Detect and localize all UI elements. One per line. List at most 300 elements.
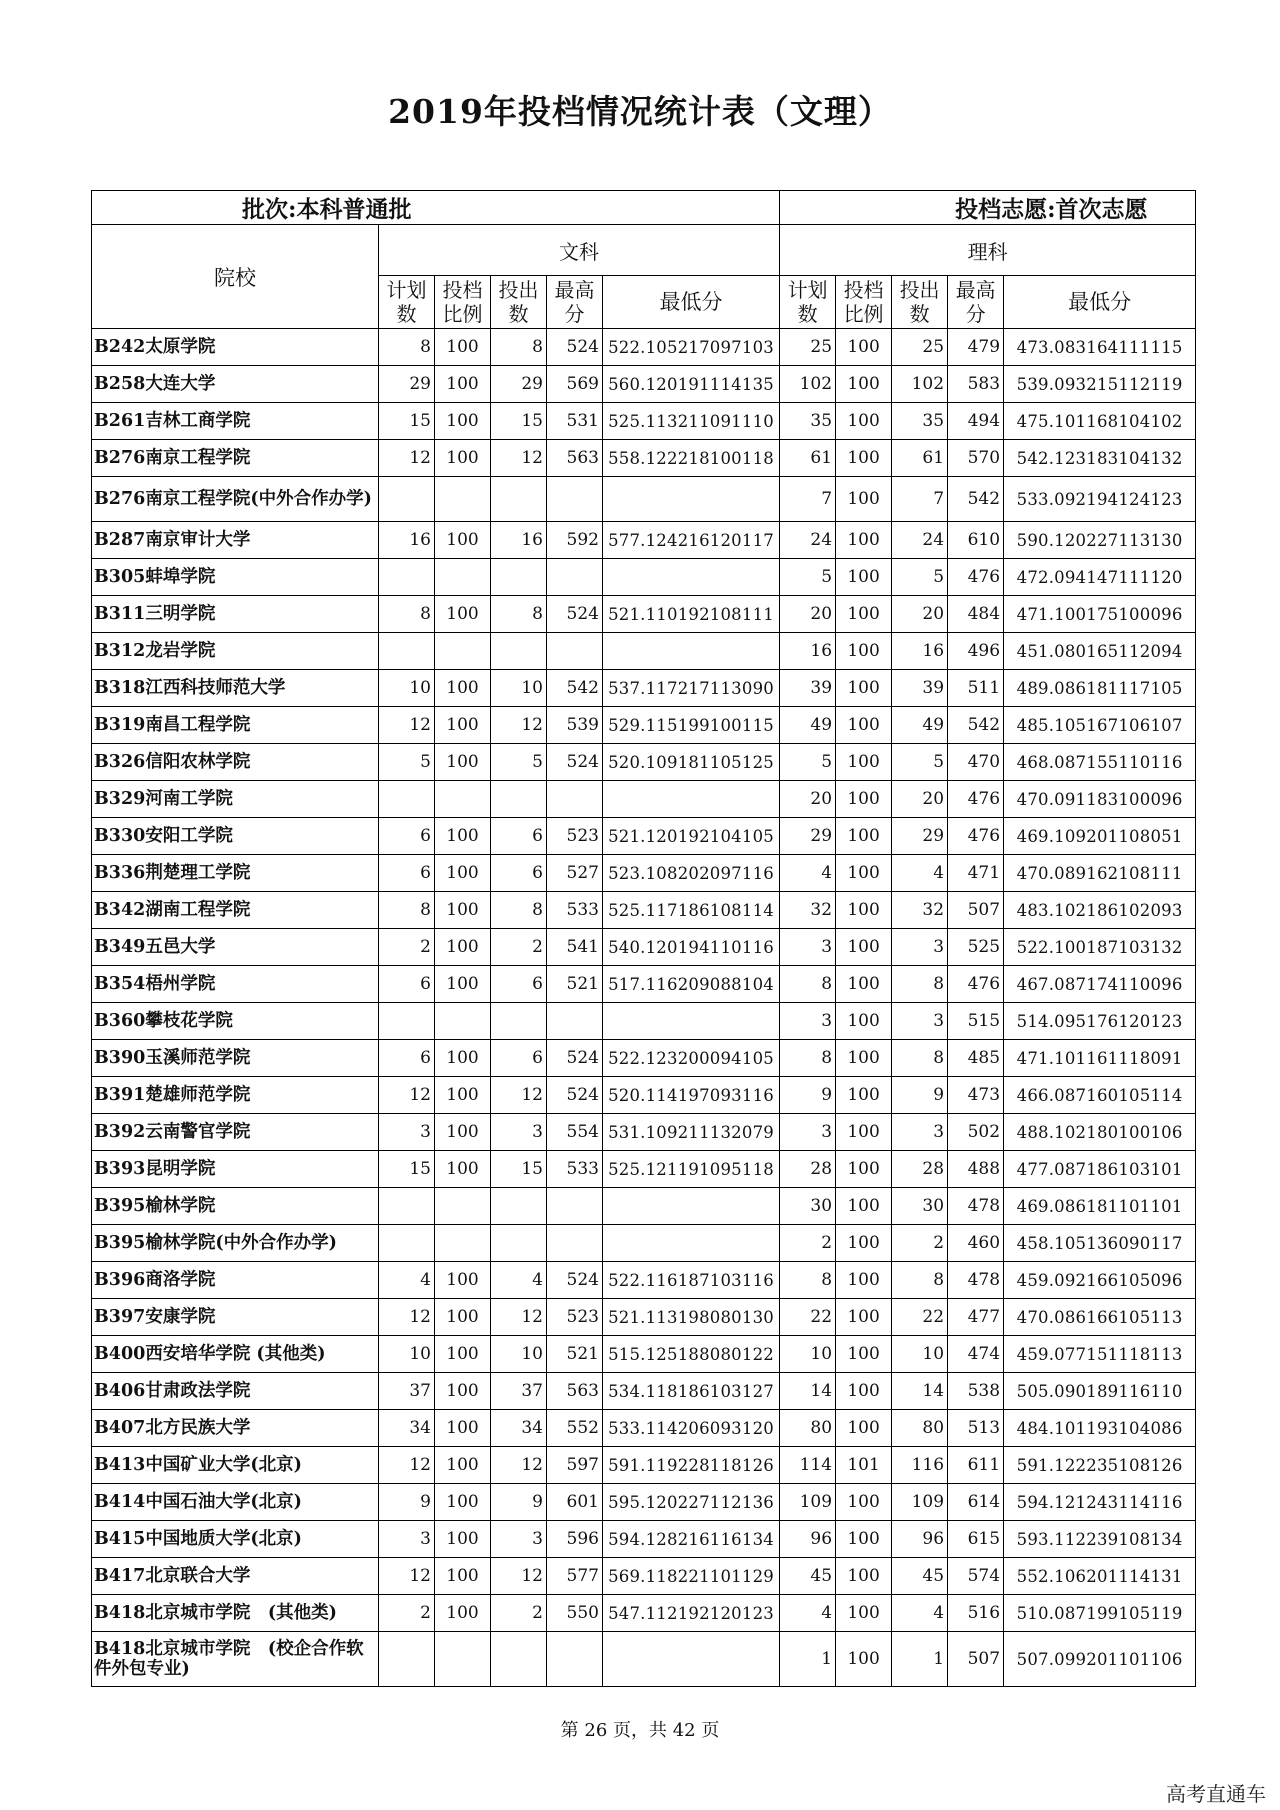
like-ratio: 100 — [836, 1410, 892, 1447]
like-min: 507.099201101106 — [1004, 1632, 1196, 1687]
like-ratio: 100 — [836, 329, 892, 366]
wenke-min: 560.120191114135 — [603, 366, 780, 403]
wenke-plan — [379, 1003, 435, 1040]
like-ratio: 100 — [836, 1077, 892, 1114]
wenke-plan: 12 — [379, 1447, 435, 1484]
like-plan: 28 — [780, 1151, 836, 1188]
like-ratio: 100 — [836, 1632, 892, 1687]
table-row — [92, 1447, 1196, 1484]
wenke-plan: 2 — [379, 1595, 435, 1632]
wenke-max: 524 — [547, 596, 603, 633]
wenke-out: 6 — [491, 818, 547, 855]
wenke-out: 37 — [491, 1373, 547, 1410]
wenke-out: 12 — [491, 440, 547, 477]
like-plan: 3 — [780, 1114, 836, 1151]
like-min: 485.105167106107 — [1004, 707, 1196, 744]
like-min: 552.106201114131 — [1004, 1558, 1196, 1595]
wenke-ratio: 100 — [435, 522, 491, 559]
wenke-out — [491, 1632, 547, 1687]
like-plan: 30 — [780, 1188, 836, 1225]
like-ratio: 100 — [836, 403, 892, 440]
wenke-max: 527 — [547, 855, 603, 892]
wenke-out — [491, 1188, 547, 1225]
like-ratio: 100 — [836, 966, 892, 1003]
school-name: B330安阳工学院 — [92, 818, 379, 855]
wenke-out: 12 — [491, 1299, 547, 1336]
col-header-max-l — [948, 276, 1004, 329]
school-name: B312龙岩学院 — [92, 633, 379, 670]
col-header-part: 比例 — [442, 302, 483, 326]
wenke-ratio: 100 — [435, 818, 491, 855]
wenke-min: 594.128216116134 — [603, 1521, 780, 1558]
like-max: 476 — [948, 966, 1004, 1003]
wenke-plan: 8 — [379, 596, 435, 633]
school-name: B397安康学院 — [92, 1299, 379, 1336]
school-name: B276南京工程学院(中外合作办学) — [92, 477, 379, 522]
like-max: 471 — [948, 855, 1004, 892]
table-row — [92, 1114, 1196, 1151]
wenke-plan: 12 — [379, 440, 435, 477]
wenke-plan: 6 — [379, 818, 435, 855]
like-out: 9 — [892, 1077, 948, 1114]
like-min: 477.087186103101 — [1004, 1151, 1196, 1188]
wenke-plan: 29 — [379, 366, 435, 403]
table-row — [92, 1484, 1196, 1521]
wenke-min: 537.117217113090 — [603, 670, 780, 707]
like-min: 489.086181117105 — [1004, 670, 1196, 707]
wenke-out — [491, 781, 547, 818]
wenke-min: 533.114206093120 — [603, 1410, 780, 1447]
like-ratio: 100 — [836, 929, 892, 966]
wenke-plan: 12 — [379, 1299, 435, 1336]
like-max: 484 — [948, 596, 1004, 633]
like-max: 502 — [948, 1114, 1004, 1151]
school-name: B336荆楚理工学院 — [92, 855, 379, 892]
school-name: B391楚雄师范学院 — [92, 1077, 379, 1114]
like-plan: 3 — [780, 929, 836, 966]
wenke-plan — [379, 477, 435, 522]
like-plan: 8 — [780, 1262, 836, 1299]
wenke-min: 525.117186108114 — [603, 892, 780, 929]
like-max: 496 — [948, 633, 1004, 670]
like-min: 472.094147111120 — [1004, 559, 1196, 596]
wenke-plan: 4 — [379, 1262, 435, 1299]
col-header-plan-w — [379, 276, 435, 329]
wenke-out — [491, 559, 547, 596]
admission-table — [91, 190, 1196, 1687]
batch-label: 批次:本科普通批 — [92, 191, 780, 225]
like-header: 理科 — [780, 225, 1196, 276]
like-out: 3 — [892, 1003, 948, 1040]
like-plan: 5 — [780, 559, 836, 596]
school-name: B407北方民族大学 — [92, 1410, 379, 1447]
like-ratio: 100 — [836, 1262, 892, 1299]
wenke-max: 563 — [547, 440, 603, 477]
wenke-min — [603, 633, 780, 670]
like-min: 522.100187103132 — [1004, 929, 1196, 966]
school-name: B287南京审计大学 — [92, 522, 379, 559]
school-name: B326信阳农林学院 — [92, 744, 379, 781]
like-max: 460 — [948, 1225, 1004, 1262]
wenke-min: 525.113211091110 — [603, 403, 780, 440]
table-row — [92, 1299, 1196, 1336]
col-header-min-w: 最低分 — [603, 276, 780, 329]
like-ratio: 100 — [836, 781, 892, 818]
wenke-ratio — [435, 633, 491, 670]
wenke-ratio: 100 — [435, 1114, 491, 1151]
wenke-max: 521 — [547, 966, 603, 1003]
like-ratio: 100 — [836, 1003, 892, 1040]
like-max: 538 — [948, 1373, 1004, 1410]
table-row — [92, 966, 1196, 1003]
like-out: 80 — [892, 1410, 948, 1447]
col-header-part: 数 — [909, 302, 930, 326]
like-out: 4 — [892, 855, 948, 892]
like-plan: 80 — [780, 1410, 836, 1447]
like-max: 474 — [948, 1336, 1004, 1373]
like-plan: 10 — [780, 1336, 836, 1373]
wenke-ratio: 100 — [435, 707, 491, 744]
wenke-min — [603, 781, 780, 818]
col-header-part: 最高 — [955, 278, 996, 302]
like-min: 468.087155110116 — [1004, 744, 1196, 781]
like-out: 5 — [892, 559, 948, 596]
wenke-ratio: 100 — [435, 670, 491, 707]
like-ratio: 100 — [836, 1114, 892, 1151]
like-max: 494 — [948, 403, 1004, 440]
table-row — [92, 329, 1196, 366]
wenke-out — [491, 633, 547, 670]
wenke-plan: 12 — [379, 1077, 435, 1114]
like-plan: 22 — [780, 1299, 836, 1336]
wenke-ratio: 100 — [435, 1447, 491, 1484]
wenke-min: 517.116209088104 — [603, 966, 780, 1003]
like-ratio: 100 — [836, 1373, 892, 1410]
table-row — [92, 855, 1196, 892]
wenke-plan: 8 — [379, 892, 435, 929]
like-out: 22 — [892, 1299, 948, 1336]
wenke-out: 9 — [491, 1484, 547, 1521]
like-plan: 45 — [780, 1558, 836, 1595]
like-ratio: 100 — [836, 596, 892, 633]
wenke-max: 563 — [547, 1373, 603, 1410]
school-name: B418北京城市学院 (校企合作软件外包专业) — [92, 1632, 379, 1687]
school-name: B311三明学院 — [92, 596, 379, 633]
wenke-ratio — [435, 1225, 491, 1262]
like-min: 471.101161118091 — [1004, 1040, 1196, 1077]
like-min: 470.089162108111 — [1004, 855, 1196, 892]
school-name: B354梧州学院 — [92, 966, 379, 1003]
wenke-min: 569.118221101129 — [603, 1558, 780, 1595]
like-ratio: 100 — [836, 1151, 892, 1188]
wenke-ratio: 100 — [435, 1336, 491, 1373]
table-row — [92, 440, 1196, 477]
table-row — [92, 1410, 1196, 1447]
watermark: 高考直通车 — [1166, 1782, 1266, 1806]
wenke-max: 539 — [547, 707, 603, 744]
like-min: 533.092194124123 — [1004, 477, 1196, 522]
like-min: 471.100175100096 — [1004, 596, 1196, 633]
school-name: B415中国地质大学(北京) — [92, 1521, 379, 1558]
like-plan: 35 — [780, 403, 836, 440]
wenke-min: 521.113198080130 — [603, 1299, 780, 1336]
like-plan: 32 — [780, 892, 836, 929]
wenke-plan: 12 — [379, 707, 435, 744]
like-plan: 14 — [780, 1373, 836, 1410]
table-row — [92, 707, 1196, 744]
like-out: 2 — [892, 1225, 948, 1262]
wenke-min: 515.125188080122 — [603, 1336, 780, 1373]
like-plan: 8 — [780, 1040, 836, 1077]
wenke-min: 521.110192108111 — [603, 596, 780, 633]
wenke-ratio: 100 — [435, 1077, 491, 1114]
like-max: 488 — [948, 1151, 1004, 1188]
table-row — [92, 818, 1196, 855]
like-max: 574 — [948, 1558, 1004, 1595]
like-out: 102 — [892, 366, 948, 403]
like-ratio: 100 — [836, 707, 892, 744]
like-min: 459.077151118113 — [1004, 1336, 1196, 1373]
wenke-max: 533 — [547, 1151, 603, 1188]
like-max: 476 — [948, 818, 1004, 855]
wenke-plan — [379, 633, 435, 670]
wenke-ratio: 100 — [435, 855, 491, 892]
like-out: 32 — [892, 892, 948, 929]
wenke-plan — [379, 559, 435, 596]
col-header-plan-l — [780, 276, 836, 329]
wenke-min: 529.115199100115 — [603, 707, 780, 744]
like-out: 8 — [892, 966, 948, 1003]
like-out: 20 — [892, 781, 948, 818]
like-min: 505.090189116110 — [1004, 1373, 1196, 1410]
wenke-out: 6 — [491, 966, 547, 1003]
wenke-min: 577.124216120117 — [603, 522, 780, 559]
wenke-ratio: 100 — [435, 440, 491, 477]
wenke-plan: 5 — [379, 744, 435, 781]
table-row — [92, 1188, 1196, 1225]
school-name: B319南昌工程学院 — [92, 707, 379, 744]
col-header-part: 数 — [797, 302, 818, 326]
like-out: 35 — [892, 403, 948, 440]
like-out: 20 — [892, 596, 948, 633]
like-out: 16 — [892, 633, 948, 670]
table-row — [92, 1225, 1196, 1262]
like-min: 484.101193104086 — [1004, 1410, 1196, 1447]
like-out: 3 — [892, 1114, 948, 1151]
like-ratio: 100 — [836, 1336, 892, 1373]
wenke-max: 523 — [547, 1299, 603, 1336]
wenke-max: 524 — [547, 1040, 603, 1077]
col-header-part: 比例 — [843, 302, 884, 326]
school-name: B276南京工程学院 — [92, 440, 379, 477]
wenke-max: 597 — [547, 1447, 603, 1484]
wenke-max — [547, 1632, 603, 1687]
like-ratio: 100 — [836, 1558, 892, 1595]
wenke-plan: 2 — [379, 929, 435, 966]
wenke-min: 523.108202097116 — [603, 855, 780, 892]
like-max: 515 — [948, 1003, 1004, 1040]
wenke-max: 533 — [547, 892, 603, 929]
like-out: 39 — [892, 670, 948, 707]
wenke-max: 596 — [547, 1521, 603, 1558]
page-title: 2019年投档情况统计表（文理） — [388, 92, 892, 131]
wenke-max: 554 — [547, 1114, 603, 1151]
wenke-max: 524 — [547, 744, 603, 781]
wenke-out — [491, 477, 547, 522]
wenke-min: 540.120194110116 — [603, 929, 780, 966]
wenke-out: 5 — [491, 744, 547, 781]
wenke-out: 6 — [491, 855, 547, 892]
like-min: 590.120227113130 — [1004, 522, 1196, 559]
like-plan: 114 — [780, 1447, 836, 1484]
wenke-min — [603, 1003, 780, 1040]
like-max: 470 — [948, 744, 1004, 781]
like-plan: 3 — [780, 1003, 836, 1040]
table-row — [92, 1521, 1196, 1558]
wenke-min: 534.118186103127 — [603, 1373, 780, 1410]
like-plan: 96 — [780, 1521, 836, 1558]
table-row — [92, 403, 1196, 440]
wenke-plan: 15 — [379, 1151, 435, 1188]
like-min: 475.101168104102 — [1004, 403, 1196, 440]
like-min: 542.123183104132 — [1004, 440, 1196, 477]
wenke-min: 591.119228118126 — [603, 1447, 780, 1484]
like-min: 451.080165112094 — [1004, 633, 1196, 670]
like-max: 513 — [948, 1410, 1004, 1447]
table-row — [92, 1558, 1196, 1595]
like-min: 593.112239108134 — [1004, 1521, 1196, 1558]
wenke-min: 522.123200094105 — [603, 1040, 780, 1077]
like-out: 25 — [892, 329, 948, 366]
col-header-part: 最高 — [554, 278, 595, 302]
wenke-max: 577 — [547, 1558, 603, 1595]
wenke-max: 524 — [547, 329, 603, 366]
like-max: 511 — [948, 670, 1004, 707]
like-ratio: 100 — [836, 744, 892, 781]
wenke-max — [547, 1225, 603, 1262]
wenke-plan: 34 — [379, 1410, 435, 1447]
wenke-max — [547, 1003, 603, 1040]
col-header-part: 投档 — [843, 278, 884, 302]
like-out: 49 — [892, 707, 948, 744]
like-max: 583 — [948, 366, 1004, 403]
like-plan: 20 — [780, 596, 836, 633]
wenke-max — [547, 559, 603, 596]
like-min: 470.091183100096 — [1004, 781, 1196, 818]
like-max: 507 — [948, 892, 1004, 929]
wenke-out: 8 — [491, 329, 547, 366]
like-max: 478 — [948, 1262, 1004, 1299]
like-min: 510.087199105119 — [1004, 1595, 1196, 1632]
like-out: 8 — [892, 1262, 948, 1299]
wenke-plan: 6 — [379, 966, 435, 1003]
wenke-out: 29 — [491, 366, 547, 403]
like-min: 591.122235108126 — [1004, 1447, 1196, 1484]
wenke-plan: 16 — [379, 522, 435, 559]
like-max: 542 — [948, 477, 1004, 522]
col-header-out-l — [892, 276, 948, 329]
wenke-min: 558.122218100118 — [603, 440, 780, 477]
wenke-out: 3 — [491, 1521, 547, 1558]
like-plan: 20 — [780, 781, 836, 818]
school-name: B413中国矿业大学(北京) — [92, 1447, 379, 1484]
like-out: 30 — [892, 1188, 948, 1225]
like-ratio: 100 — [836, 670, 892, 707]
like-max: 477 — [948, 1299, 1004, 1336]
wenke-ratio: 100 — [435, 1040, 491, 1077]
wenke-out: 10 — [491, 1336, 547, 1373]
wenke-ratio: 100 — [435, 966, 491, 1003]
like-plan: 2 — [780, 1225, 836, 1262]
col-header-max-w — [547, 276, 603, 329]
table-row — [92, 522, 1196, 559]
wenke-min — [603, 1188, 780, 1225]
wenke-min: 522.116187103116 — [603, 1262, 780, 1299]
like-max: 525 — [948, 929, 1004, 966]
wenke-out — [491, 1225, 547, 1262]
like-out: 96 — [892, 1521, 948, 1558]
wenke-max — [547, 781, 603, 818]
school-name: B395榆林学院 — [92, 1188, 379, 1225]
wenke-max — [547, 1188, 603, 1225]
wenke-ratio: 100 — [435, 1484, 491, 1521]
wenke-max: 521 — [547, 1336, 603, 1373]
wenke-out: 16 — [491, 522, 547, 559]
wenke-min — [603, 1632, 780, 1687]
school-name: B360攀枝花学院 — [92, 1003, 379, 1040]
col-header-min-l: 最低分 — [1004, 276, 1196, 329]
table-row — [92, 633, 1196, 670]
wenke-min: 547.112192120123 — [603, 1595, 780, 1632]
wenke-min — [603, 477, 780, 522]
wenke-max: 523 — [547, 818, 603, 855]
like-plan: 102 — [780, 366, 836, 403]
like-ratio: 101 — [836, 1447, 892, 1484]
like-out: 61 — [892, 440, 948, 477]
wenke-ratio: 100 — [435, 1262, 491, 1299]
wenke-ratio: 100 — [435, 366, 491, 403]
wenke-out: 15 — [491, 403, 547, 440]
like-max: 476 — [948, 781, 1004, 818]
wenke-ratio: 100 — [435, 596, 491, 633]
wenke-plan — [379, 1188, 435, 1225]
like-ratio: 100 — [836, 1040, 892, 1077]
wenke-out: 6 — [491, 1040, 547, 1077]
wenke-plan: 37 — [379, 1373, 435, 1410]
wenke-ratio — [435, 559, 491, 596]
col-header-part: 分 — [564, 302, 585, 326]
school-name: B390玉溪师范学院 — [92, 1040, 379, 1077]
wenke-out: 12 — [491, 1558, 547, 1595]
wenke-ratio — [435, 1003, 491, 1040]
table-row — [92, 929, 1196, 966]
like-ratio: 100 — [836, 1225, 892, 1262]
wenke-max: 531 — [547, 403, 603, 440]
table-row — [92, 1040, 1196, 1077]
table-row — [92, 366, 1196, 403]
like-max: 611 — [948, 1447, 1004, 1484]
wenke-max: 552 — [547, 1410, 603, 1447]
like-plan: 4 — [780, 855, 836, 892]
wenke-out: 3 — [491, 1114, 547, 1151]
like-plan: 16 — [780, 633, 836, 670]
col-header-part: 数 — [508, 302, 529, 326]
col-header-part: 数 — [396, 302, 417, 326]
like-out: 3 — [892, 929, 948, 966]
page-footer: 第 26 页，共 42 页 — [560, 1720, 720, 1741]
table-row — [92, 670, 1196, 707]
like-out: 10 — [892, 1336, 948, 1373]
